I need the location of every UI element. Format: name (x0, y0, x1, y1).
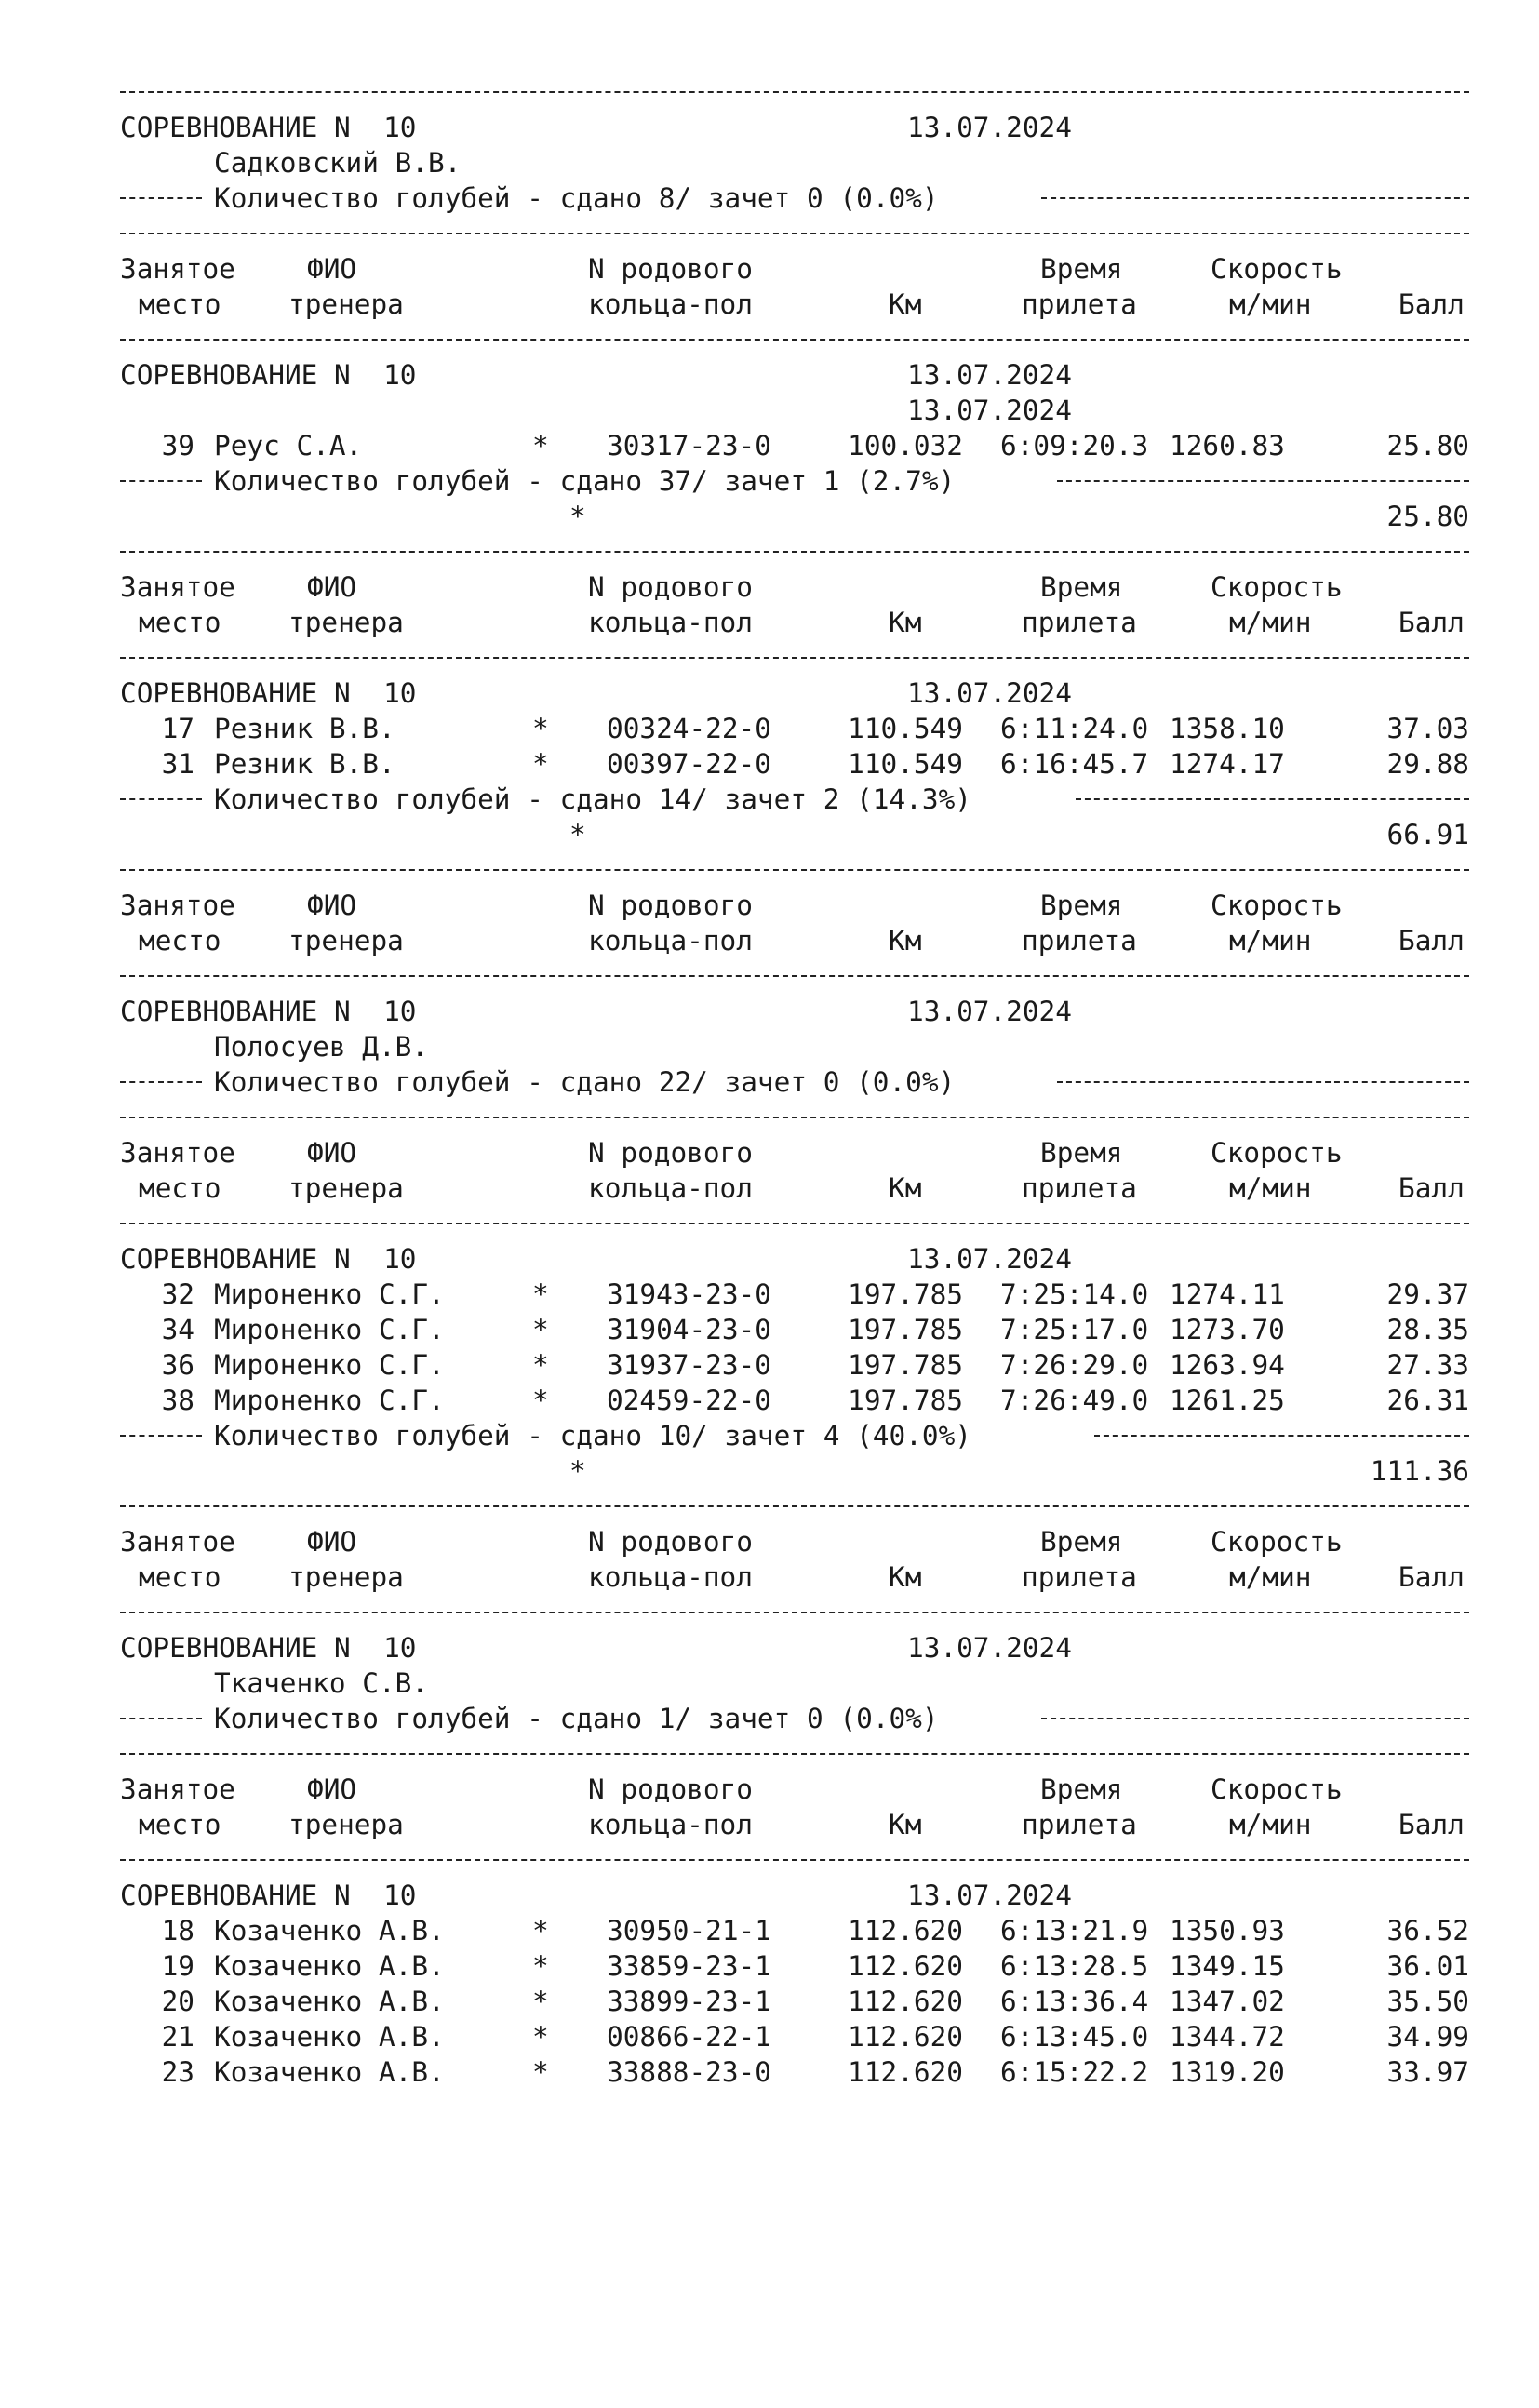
col-speed-header: Скорость (1211, 571, 1343, 603)
summary-line (120, 1701, 1469, 1736)
cell-time: 6:13:28.5 (1000, 1950, 1149, 1982)
summary-text: Количество голубей - сдано 8/ зачет 0 (0.0%) (214, 181, 944, 216)
cell-time: 6:13:45.0 (1000, 2021, 1149, 2053)
table-row (120, 1347, 1469, 1383)
col-ring-header: N родового (588, 1773, 753, 1805)
competition-line (120, 1241, 1469, 1277)
col-km-header: Км (889, 607, 922, 638)
competition-date: 13.07.2024 (907, 1880, 1072, 1911)
cell-ring: 00324-22-0 (607, 713, 771, 744)
col-time-header: Время (1040, 571, 1123, 603)
rule-line (120, 216, 1469, 251)
cell-place: 31 (161, 748, 194, 780)
cell-km: 112.620 (848, 1950, 963, 1982)
col-score-header: Балл (1398, 607, 1465, 638)
total-star: * (569, 819, 586, 850)
competition-title: СОРЕВНОВАНИЕ N 10 (120, 996, 417, 1027)
col-name-header: ФИО (307, 571, 357, 603)
cell-score: 29.37 (1386, 1278, 1469, 1310)
trainer-name: Полосуев Д.В. (214, 1031, 429, 1063)
total-score: 111.36 (1370, 1455, 1469, 1487)
cell-km: 197.785 (848, 1349, 963, 1381)
cell-name: Козаченко А.В. (214, 2056, 445, 2088)
col-speed-header: Скорость (1211, 1773, 1343, 1805)
competition-date: 13.07.2024 (907, 996, 1072, 1027)
cell-speed: 1261.25 (1170, 1385, 1285, 1416)
cell-speed: 1274.11 (1170, 1278, 1285, 1310)
cell-place: 38 (161, 1385, 194, 1416)
cell-score: 34.99 (1386, 2021, 1469, 2053)
competition-date: 13.07.2024 (907, 395, 1072, 426)
cell-speed: 1263.94 (1170, 1349, 1285, 1381)
cell-speed: 1358.10 (1170, 713, 1285, 744)
col-place-header: Занятое (120, 1526, 235, 1558)
competition-date: 13.07.2024 (907, 359, 1072, 391)
cell-km: 110.549 (848, 748, 963, 780)
table-header-row (120, 1135, 1469, 1171)
col-time-header: Время (1040, 890, 1123, 921)
cell-ring: 33888-23-0 (607, 2056, 771, 2088)
cell-km: 112.620 (848, 2056, 963, 2088)
cell-place: 21 (161, 2021, 194, 2053)
table-header-row (120, 1171, 1469, 1206)
competition-title: СОРЕВНОВАНИЕ N 10 (120, 359, 417, 391)
cell-time: 6:16:45.7 (1000, 748, 1149, 780)
cell-km: 112.620 (848, 2021, 963, 2053)
table-header-row (120, 251, 1469, 287)
col-place-header: место (139, 1809, 221, 1840)
total-line (120, 1453, 1469, 1489)
cell-place: 19 (161, 1950, 194, 1982)
cell-score: 36.52 (1386, 1915, 1469, 1946)
cell-star: * (532, 1986, 549, 2017)
summary-text: Количество голубей - сдано 10/ зачет 4 (40.0%) (214, 1418, 977, 1453)
summary-line (120, 181, 1469, 216)
cell-speed: 1344.72 (1170, 2021, 1285, 2053)
cell-star: * (532, 1278, 549, 1310)
cell-star: * (532, 430, 549, 462)
cell-place: 36 (161, 1349, 194, 1381)
rule-line (120, 1736, 1469, 1772)
cell-ring: 00397-22-0 (607, 748, 771, 780)
col-place-header: Занятое (120, 890, 235, 921)
col-place-header: Занятое (120, 1773, 235, 1805)
table-row (120, 1984, 1469, 2019)
competition-date: 13.07.2024 (907, 677, 1072, 709)
cell-speed: 1273.70 (1170, 1314, 1285, 1345)
col-time-header: прилета (1022, 1561, 1137, 1593)
cell-star: * (532, 2056, 549, 2088)
col-km-header: Км (889, 1172, 922, 1204)
col-score-header: Балл (1398, 1561, 1465, 1593)
trainer-name: Садковский В.В. (214, 147, 462, 179)
rule-line (120, 852, 1469, 888)
competition-title: СОРЕВНОВАНИЕ N 10 (120, 677, 417, 709)
col-score-header: Балл (1398, 925, 1465, 957)
cell-place: 34 (161, 1314, 194, 1345)
table-header-row (120, 287, 1469, 322)
col-name-header: ФИО (307, 253, 357, 285)
rule-line (120, 1206, 1469, 1241)
col-name-header: тренера (288, 1561, 404, 1593)
col-name-header: тренера (288, 925, 404, 957)
cell-speed: 1319.20 (1170, 2056, 1285, 2088)
col-place-header: Занятое (120, 1137, 235, 1169)
col-name-header: ФИО (307, 890, 357, 921)
cell-name: Козаченко А.В. (214, 1915, 445, 1946)
cell-place: 32 (161, 1278, 194, 1310)
cell-km: 197.785 (848, 1314, 963, 1345)
rule-line (120, 1842, 1469, 1878)
col-time-header: прилета (1022, 925, 1137, 957)
competition-line (120, 1630, 1469, 1666)
cell-ring: 31937-23-0 (607, 1349, 771, 1381)
cell-place: 18 (161, 1915, 194, 1946)
cell-star: * (532, 2021, 549, 2053)
cell-star: * (532, 1314, 549, 1345)
total-line (120, 499, 1469, 534)
competition-date: 13.07.2024 (907, 1632, 1072, 1664)
col-time-header: прилета (1022, 607, 1137, 638)
cell-time: 6:15:22.2 (1000, 2056, 1149, 2088)
table-row (120, 1913, 1469, 1948)
total-star: * (569, 501, 586, 532)
col-place-header: место (139, 1561, 221, 1593)
col-score-header: Балл (1398, 288, 1465, 320)
cell-time: 7:25:14.0 (1000, 1278, 1149, 1310)
summary-line (120, 782, 1469, 817)
col-ring-header: кольца-пол (588, 1809, 753, 1840)
table-header-row (120, 1524, 1469, 1559)
col-ring-header: кольца-пол (588, 1561, 753, 1593)
table-row (120, 1948, 1469, 1984)
table-header-row (120, 888, 1469, 923)
col-km-header: Км (889, 925, 922, 957)
summary-text: Количество голубей - сдано 1/ зачет 0 (0.0%) (214, 1701, 944, 1736)
cell-speed: 1349.15 (1170, 1950, 1285, 1982)
col-ring-header: кольца-пол (588, 925, 753, 957)
cell-km: 197.785 (848, 1385, 963, 1416)
col-name-header: ФИО (307, 1526, 357, 1558)
rule-line (120, 1100, 1469, 1135)
competition-title: СОРЕВНОВАНИЕ N 10 (120, 1632, 417, 1664)
cell-speed: 1350.93 (1170, 1915, 1285, 1946)
cell-place: 39 (161, 430, 194, 462)
table-header-row (120, 923, 1469, 958)
cell-star: * (532, 1915, 549, 1946)
cell-place: 23 (161, 2056, 194, 2088)
cell-name: Козаченко А.В. (214, 1950, 445, 1982)
table-header-row (120, 1807, 1469, 1842)
trainer-line (120, 145, 1469, 181)
cell-km: 100.032 (848, 430, 963, 462)
cell-ring: 31943-23-0 (607, 1278, 771, 1310)
competition-line (120, 994, 1469, 1029)
cell-ring: 02459-22-0 (607, 1385, 771, 1416)
table-header-row (120, 605, 1469, 640)
cell-score: 28.35 (1386, 1314, 1469, 1345)
col-km-header: Км (889, 288, 922, 320)
col-time-header: Время (1040, 1526, 1123, 1558)
col-time-header: прилета (1022, 288, 1137, 320)
cell-score: 27.33 (1386, 1349, 1469, 1381)
cell-km: 112.620 (848, 1915, 963, 1946)
cell-ring: 31904-23-0 (607, 1314, 771, 1345)
col-time-header: прилета (1022, 1172, 1137, 1204)
competition-title: СОРЕВНОВАНИЕ N 10 (120, 1243, 417, 1275)
cell-name: Реус С.А. (214, 430, 363, 462)
cell-time: 7:26:29.0 (1000, 1349, 1149, 1381)
cell-speed: 1260.83 (1170, 430, 1285, 462)
cell-ring: 30317-23-0 (607, 430, 771, 462)
rule-line (120, 958, 1469, 994)
cell-name: Козаченко А.В. (214, 1986, 445, 2017)
col-place-header: Занятое (120, 571, 235, 603)
rule-line (120, 640, 1469, 676)
col-ring-header: кольца-пол (588, 288, 753, 320)
col-ring-header: N родового (588, 890, 753, 921)
trainer-line (120, 1029, 1469, 1064)
cell-place: 20 (161, 1986, 194, 2017)
cell-km: 110.549 (848, 713, 963, 744)
summary-line (120, 463, 1469, 499)
col-km-header: Км (889, 1809, 922, 1840)
cell-score: 33.97 (1386, 2056, 1469, 2088)
summary-line (120, 1064, 1469, 1100)
col-speed-header: Скорость (1211, 1526, 1343, 1558)
col-place-header: Занятое (120, 253, 235, 285)
col-time-header: Время (1040, 253, 1123, 285)
col-time-header: Время (1040, 1773, 1123, 1805)
rule-line (120, 74, 1469, 110)
cell-name: Козаченко А.В. (214, 2021, 445, 2053)
cell-name: Мироненко С.Г. (214, 1349, 445, 1381)
cell-name: Мироненко С.Г. (214, 1385, 445, 1416)
total-score: 66.91 (1386, 819, 1469, 850)
cell-star: * (532, 1950, 549, 1982)
table-row (120, 1277, 1469, 1312)
summary-text: Количество голубей - сдано 22/ зачет 0 (0.0%) (214, 1064, 960, 1100)
cell-ring: 33859-23-1 (607, 1950, 771, 1982)
col-ring-header: N родового (588, 571, 753, 603)
col-time-header: Время (1040, 1137, 1123, 1169)
cell-ring: 30950-21-1 (607, 1915, 771, 1946)
col-place-header: место (139, 288, 221, 320)
cell-star: * (532, 748, 549, 780)
col-place-header: место (139, 607, 221, 638)
cell-star: * (532, 713, 549, 744)
date-line (120, 393, 1469, 428)
cell-star: * (532, 1349, 549, 1381)
cell-score: 29.88 (1386, 748, 1469, 780)
competition-line (120, 357, 1469, 393)
cell-name: Мироненко С.Г. (214, 1314, 445, 1345)
cell-ring: 33899-23-1 (607, 1986, 771, 2017)
total-line (120, 817, 1469, 852)
col-place-header: место (139, 1172, 221, 1204)
cell-score: 26.31 (1386, 1385, 1469, 1416)
rule-line (120, 1595, 1469, 1630)
col-speed-header: Скорость (1211, 890, 1343, 921)
col-speed-header: м/мин (1229, 1172, 1312, 1204)
col-place-header: место (139, 925, 221, 957)
col-ring-header: N родового (588, 1137, 753, 1169)
cell-score: 36.01 (1386, 1950, 1469, 1982)
cell-time: 6:11:24.0 (1000, 713, 1149, 744)
col-score-header: Балл (1398, 1172, 1465, 1204)
trainer-line (120, 1666, 1469, 1701)
col-name-header: ФИО (307, 1137, 357, 1169)
table-row (120, 1383, 1469, 1418)
table-row (120, 2054, 1469, 2090)
cell-time: 6:13:36.4 (1000, 1986, 1149, 2017)
cell-speed: 1347.02 (1170, 1986, 1285, 2017)
col-ring-header: кольца-пол (588, 1172, 753, 1204)
col-name-header: тренера (288, 1809, 404, 1840)
trainer-name: Ткаченко С.В. (214, 1667, 429, 1699)
summary-text: Количество голубей - сдано 14/ зачет 2 (14.3%) (214, 782, 977, 817)
col-name-header: тренера (288, 288, 404, 320)
rule-line (120, 322, 1469, 357)
col-name-header: ФИО (307, 1773, 357, 1805)
competition-date: 13.07.2024 (907, 1243, 1072, 1275)
competition-line (120, 676, 1469, 711)
total-score: 25.80 (1386, 501, 1469, 532)
table-header-row (120, 569, 1469, 605)
cell-km: 197.785 (848, 1278, 963, 1310)
cell-score: 35.50 (1386, 1986, 1469, 2017)
table-header-row (120, 1559, 1469, 1595)
cell-time: 6:13:21.9 (1000, 1915, 1149, 1946)
competition-line (120, 1878, 1469, 1913)
summary-line (120, 1418, 1469, 1453)
col-speed-header: Скорость (1211, 253, 1343, 285)
cell-ring: 00866-22-1 (607, 2021, 771, 2053)
competition-line (120, 110, 1469, 145)
cell-name: Резник В.В. (214, 748, 395, 780)
table-row (120, 1312, 1469, 1347)
col-speed-header: м/мин (1229, 607, 1312, 638)
cell-score: 25.80 (1386, 430, 1469, 462)
col-name-header: тренера (288, 1172, 404, 1204)
col-speed-header: м/мин (1229, 1561, 1312, 1593)
cell-time: 6:09:20.3 (1000, 430, 1149, 462)
cell-place: 17 (161, 713, 194, 744)
cell-km: 112.620 (848, 1986, 963, 2017)
col-ring-header: кольца-пол (588, 607, 753, 638)
rule-line (120, 1489, 1469, 1524)
cell-star: * (532, 1385, 549, 1416)
cell-speed: 1274.17 (1170, 748, 1285, 780)
cell-score: 37.03 (1386, 713, 1469, 744)
total-star: * (569, 1455, 586, 1487)
col-speed-header: м/мин (1229, 925, 1312, 957)
table-row (120, 2019, 1469, 2054)
col-time-header: прилета (1022, 1809, 1137, 1840)
table-row (120, 428, 1469, 463)
cell-name: Резник В.В. (214, 713, 395, 744)
rule-line (120, 534, 1469, 569)
table-header-row (120, 1772, 1469, 1807)
col-speed-header: Скорость (1211, 1137, 1343, 1169)
table-row (120, 746, 1469, 782)
col-speed-header: м/мин (1229, 288, 1312, 320)
cell-time: 7:25:17.0 (1000, 1314, 1149, 1345)
col-score-header: Балл (1398, 1809, 1465, 1840)
competition-title: СОРЕВНОВАНИЕ N 10 (120, 112, 417, 143)
competition-date: 13.07.2024 (907, 112, 1072, 143)
col-name-header: тренера (288, 607, 404, 638)
col-speed-header: м/мин (1229, 1809, 1312, 1840)
results-sheet (120, 74, 1469, 2090)
col-km-header: Км (889, 1561, 922, 1593)
cell-time: 7:26:49.0 (1000, 1385, 1149, 1416)
table-row (120, 711, 1469, 746)
col-ring-header: N родового (588, 253, 753, 285)
cell-name: Мироненко С.Г. (214, 1278, 445, 1310)
summary-text: Количество голубей - сдано 37/ зачет 1 (2.7%) (214, 463, 960, 499)
competition-title: СОРЕВНОВАНИЕ N 10 (120, 1880, 417, 1911)
col-ring-header: N родового (588, 1526, 753, 1558)
